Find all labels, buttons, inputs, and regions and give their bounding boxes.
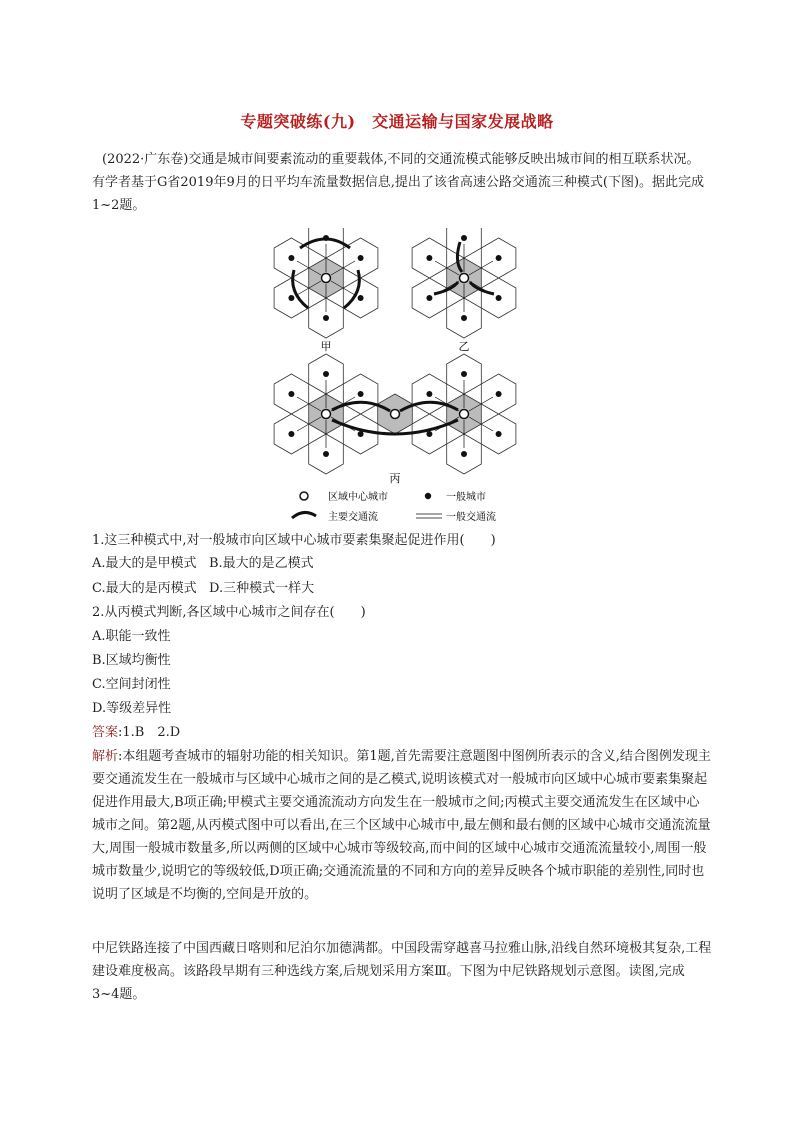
q2-option-b: B.区域均衡性	[92, 653, 171, 668]
answer-label: 答案	[92, 725, 119, 740]
pattern-jia	[274, 228, 378, 338]
analysis-label: 解析	[92, 749, 119, 764]
label-bing: 丙	[389, 472, 401, 485]
legend-center-label: 区域中心城市	[328, 492, 388, 503]
next-intro-paragraph: 中尼铁路连接了中国西藏日喀则和尼泊尔加德满都。中国段需穿越喜马拉雅山脉,沿线自然环境极其复杂,工程建设难度极高。该路段早期有三种选线方案,后规划采用方案Ⅲ。下图为中尼铁路规划示意图。读图,完成3~4题。	[92, 941, 712, 1002]
answer-line	[92, 721, 712, 744]
legend-main-flow-symbol	[292, 512, 316, 518]
answer-text: :1.B 2.D	[118, 725, 181, 740]
label-yi: 乙	[458, 340, 470, 353]
q2-stem: 2.从丙模式判断,各区域中心城市之间存在( )	[92, 605, 366, 620]
q2-option-c: C.空间封闭性	[92, 677, 171, 692]
q1-option-c: C.最大的是丙模式	[92, 581, 197, 596]
legend-center-symbol	[300, 492, 308, 500]
intro-paragraph: (2022·广东卷)交通是城市间要素流动的重要载体,不同的交通流模式能够反映出城市间的相互联系状况。有学者基于G省2019年9月的日平均车流量数据信息,提出了该省高速公路交通流三种模式(下图)。据此完成1~2题。	[92, 152, 705, 213]
q1-stem: 1.这三种模式中,对一般城市向区域中心城市要素集聚起促进作用( )	[92, 533, 496, 548]
legend-main-flow-label: 主要交通流	[328, 512, 378, 523]
page-title: 专题突破练(九) 交通运输与国家发展战略	[240, 112, 554, 131]
legend-general-symbol	[425, 493, 431, 499]
legend	[292, 490, 496, 523]
pattern-bing	[274, 354, 516, 474]
q1-option-b: B.最大的是乙模式	[208, 556, 314, 571]
traffic-flow-diagram	[270, 228, 530, 528]
q1-option-a: A.最大的是甲模式	[92, 556, 197, 571]
q1-option-d: D.三种模式一样大	[209, 581, 315, 596]
analysis-text: :本组题考查城市的辐射功能的相关知识。第1题,首先需要注意题图中图例所表示的含义,结合图例发现主要交通流发生在一般城市与区域中心城市之间的是乙模式,说明该模式对一般城市向区域中心城市要素集聚起促进作用最大,B项正确;甲模式主要交通流流动方向发生在一般城市之间;丙模式主要交通流发生在区域中心城市之间。第2题,从丙模式图中可以看出,在三个区域中心城市中,最左侧和最右侧的区域中心城市交通流流量大,周围一般城市数量多,所以两侧的区域中心城市等级较高,而中间的区域中心城市交通流流量较小,周围一般城市数量少,说明它的等级较低,D项正确;交通流流量的不同和方向的差异反映各个城市职能的差别性,同时也说明了区域是不均衡的,空间是开放的。	[92, 749, 711, 902]
q2-option-a: A.职能一致性	[92, 629, 171, 644]
analysis-paragraph	[92, 745, 712, 906]
traffic-flow-figure	[270, 228, 530, 528]
legend-general-flow-label: 一般交通流	[446, 512, 496, 523]
q1-options-row2	[92, 577, 712, 600]
q1-options-row1	[92, 552, 712, 575]
pattern-yi	[412, 228, 516, 338]
label-jia: 甲	[320, 340, 332, 353]
q2-option-d: D.等级差异性	[92, 701, 172, 716]
legend-general-label: 一般城市	[446, 492, 486, 503]
